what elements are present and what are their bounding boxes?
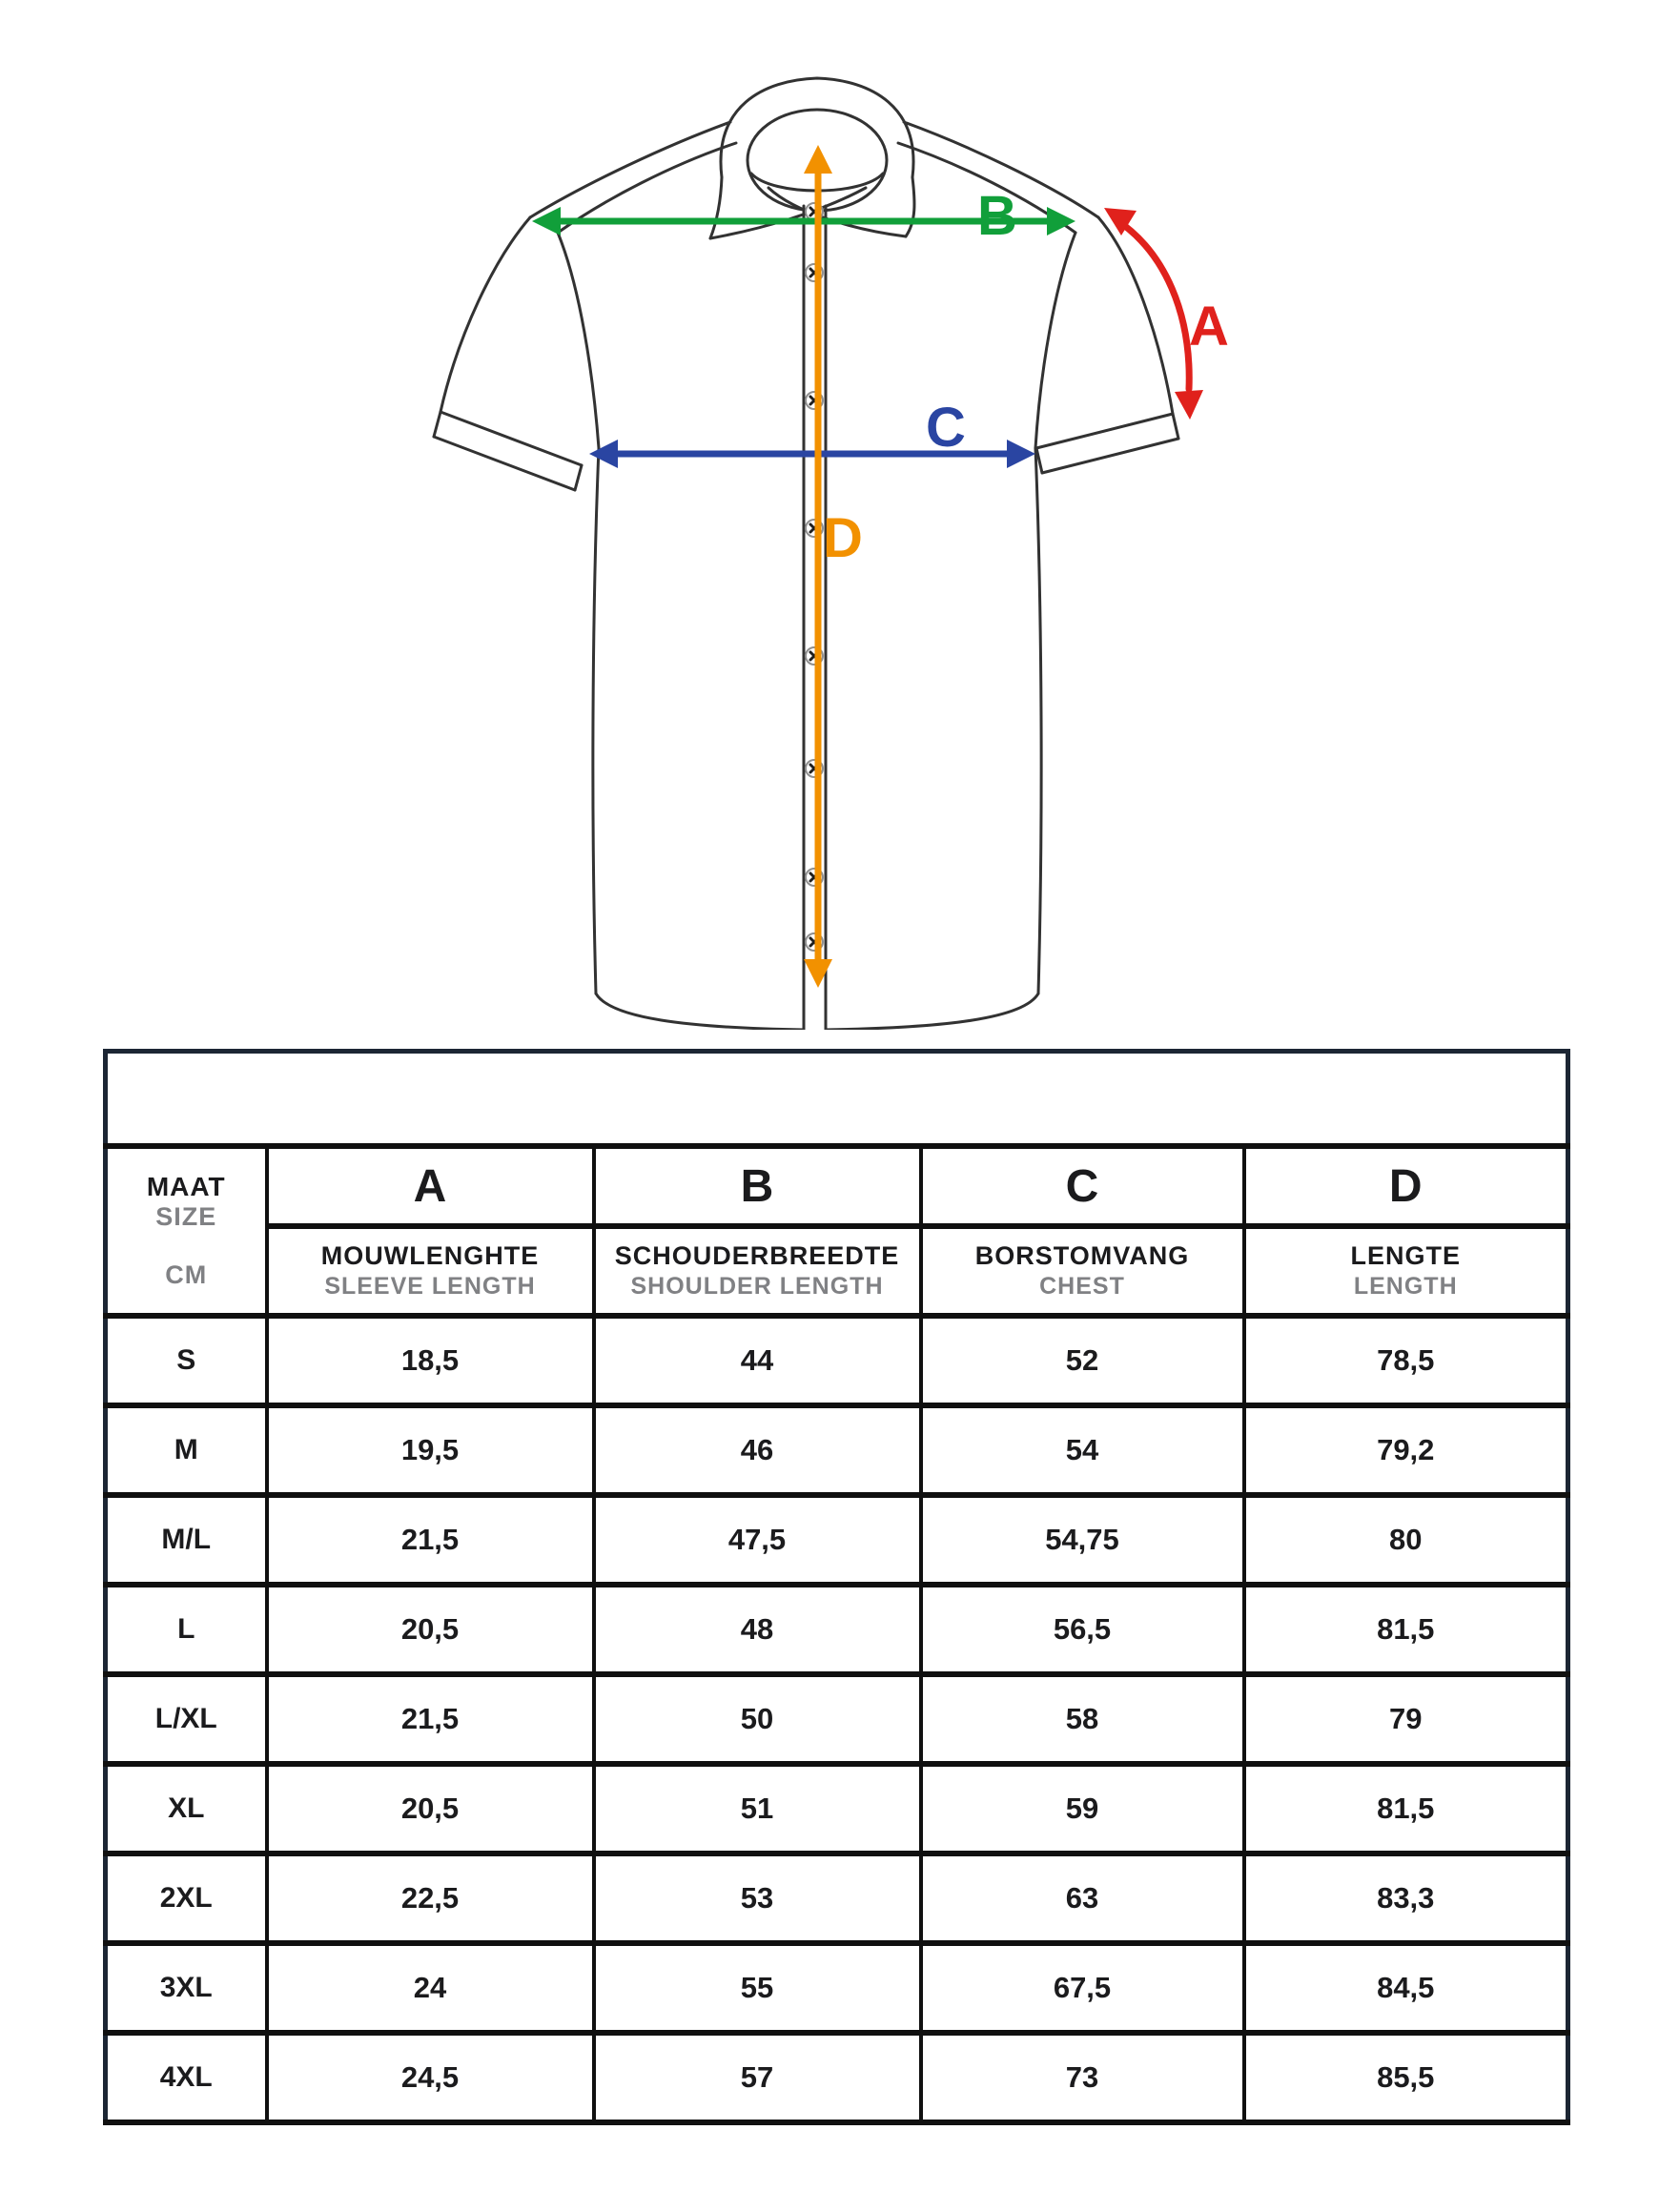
size-cell: 3XL [106,1943,267,2033]
value-cell: 55 [594,1943,921,2033]
value-cell: 20,5 [267,1585,594,1674]
column-letter-c: C [921,1146,1244,1226]
value-cell: 19,5 [267,1405,594,1495]
size-table [103,1049,1570,2125]
value-cell: 54,75 [921,1495,1244,1585]
table-row-ml [106,1495,1568,1585]
value-cell: 21,5 [267,1495,594,1585]
value-cell: 52 [921,1316,1244,1405]
cm-label: CM [165,1260,208,1289]
value-cell: 44 [594,1316,921,1405]
value-cell: 63 [921,1854,1244,1943]
column-header-d-en: LENGTH [1353,1273,1458,1301]
value-cell: 59 [921,1764,1244,1854]
value-cell: 22,5 [267,1854,594,1943]
value-cell: 48 [594,1585,921,1674]
column-letter-b: B [594,1146,921,1226]
value-cell: 51 [594,1764,921,1854]
label-d: D [823,507,863,569]
table-blank-band [106,1052,1568,1147]
value-cell: 79,2 [1244,1405,1568,1495]
value-cell: 46 [594,1405,921,1495]
column-header-b [594,1226,921,1316]
maat-label: MAAT [146,1172,226,1201]
shirt-measurement-diagram [0,0,1659,1030]
value-cell: 20,5 [267,1764,594,1854]
value-cell: 47,5 [594,1495,921,1585]
column-header-b-nl: SCHOUDERBREEDTE [614,1240,900,1270]
value-cell: 81,5 [1244,1585,1568,1674]
value-cell: 21,5 [267,1674,594,1764]
value-cell: 24,5 [267,2033,594,2122]
column-header-d-nl: LENGTE [1350,1240,1461,1270]
value-cell: 85,5 [1244,2033,1568,2122]
column-header-b-en: SHOULDER LENGTH [630,1273,884,1301]
value-cell: 54 [921,1405,1244,1495]
value-cell: 81,5 [1244,1764,1568,1854]
table-row-4xl [106,2033,1568,2122]
value-cell: 83,3 [1244,1854,1568,1943]
column-letter-d: D [1244,1146,1568,1226]
table-row-lxl [106,1674,1568,1764]
label-a: A [1189,296,1229,358]
column-header-c-en: CHEST [1039,1273,1125,1301]
size-cell: M/L [106,1495,267,1585]
table-title-row [106,1052,1568,1147]
value-cell: 84,5 [1244,1943,1568,2033]
size-label: SIZE [155,1202,217,1231]
size-cell: 4XL [106,2033,267,2122]
column-letter-a: A [267,1146,594,1226]
size-cell: 2XL [106,1854,267,1943]
value-cell: 73 [921,2033,1244,2122]
table-row-m [106,1405,1568,1495]
table-row-3xl [106,1943,1568,2033]
column-header-d [1244,1226,1568,1316]
value-cell: 58 [921,1674,1244,1764]
size-cell: S [106,1316,267,1405]
table-measure-row [106,1226,1568,1316]
value-cell: 56,5 [921,1585,1244,1674]
column-header-c [921,1226,1244,1316]
size-cell: L [106,1585,267,1674]
table-row-2xl [106,1854,1568,1943]
table-row-l [106,1585,1568,1674]
table-letter-row [106,1146,1568,1226]
size-cell: M [106,1405,267,1495]
table-row-xl [106,1764,1568,1854]
value-cell: 80 [1244,1495,1568,1585]
value-cell: 18,5 [267,1316,594,1405]
value-cell: 50 [594,1674,921,1764]
label-b: B [977,185,1017,247]
size-unit-cell [106,1146,267,1316]
label-c: C [926,397,966,459]
column-header-a-en: SLEEVE LENGTH [324,1273,536,1301]
column-header-c-nl: BORSTOMVANG [974,1240,1190,1270]
size-cell: XL [106,1764,267,1854]
column-header-a-nl: MOUWLENGHTE [320,1240,540,1270]
value-cell: 78,5 [1244,1316,1568,1405]
value-cell: 57 [594,2033,921,2122]
table-row-s [106,1316,1568,1405]
value-cell: 79 [1244,1674,1568,1764]
size-cell: L/XL [106,1674,267,1764]
value-cell: 67,5 [921,1943,1244,2033]
column-header-a [267,1226,594,1316]
value-cell: 24 [267,1943,594,2033]
value-cell: 53 [594,1854,921,1943]
